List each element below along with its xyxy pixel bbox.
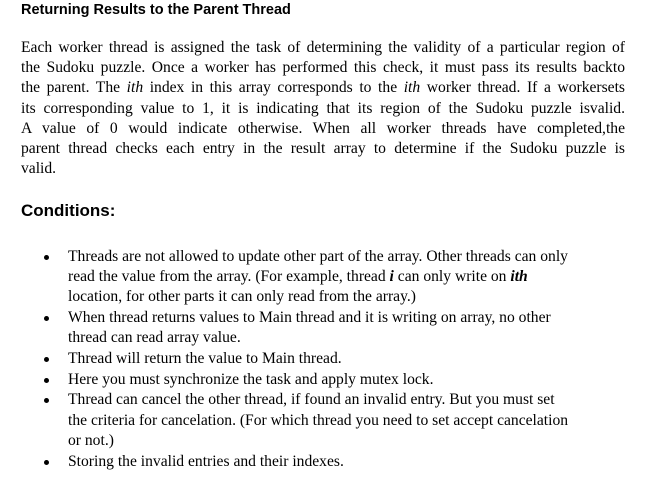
list-item-line: Thread will return the value to Main thread. [68, 350, 342, 368]
bold-italic-term: ith [510, 268, 528, 286]
list-item [0, 349, 647, 369]
paragraph-line: its corresponding value to 1, it is indicating that its region of the Sudoku puzzle isvalid. [21, 99, 625, 117]
bullet-icon [44, 316, 49, 321]
list-item [0, 247, 647, 308]
conditions-heading: Conditions: [21, 201, 116, 220]
paragraph-line: A value of 0 would indicate otherwise. When all worker threads have completed,the [21, 119, 625, 137]
paragraph-line: Each worker thread is assigned the task of determining the validity of a particular region of [21, 39, 625, 56]
list-item-line: thread can read array value. [68, 329, 241, 347]
bullet-icon [44, 255, 49, 260]
list-item-line: or not.) [68, 431, 114, 449]
list-item-line: Thread can cancel the other thread, if found an invalid entry. But you must set [68, 391, 555, 409]
list-item-line: the criteria for cancelation. (For which thread you need to set accept cancelation [68, 411, 569, 429]
text-run: worker thread. If a workersets [420, 79, 626, 97]
italic-term: ith [126, 79, 144, 97]
list-item [0, 308, 647, 348]
list-item-line: Threads are not allowed to update other part of the array. Other threads can only [68, 248, 568, 265]
conditions-list [0, 247, 647, 472]
bold-italic-term: i [389, 268, 394, 286]
text-run: index in this array corresponds to the [143, 79, 404, 97]
list-item [0, 390, 647, 451]
list-item-line: Storing the invalid entries and their indexes. [68, 452, 344, 470]
text-run: the parent. The [21, 79, 127, 97]
list-item-line [68, 267, 647, 287]
body-paragraph [21, 38, 625, 179]
bullet-icon [44, 378, 49, 383]
list-item [0, 370, 647, 390]
paragraph-line: parent thread checks each entry in the result array to determine if the Sudoku puzzle is [21, 140, 625, 158]
italic-term: ith [403, 79, 421, 97]
bullet-icon [44, 460, 49, 465]
section-heading: Returning Results to the Parent Thread [21, 2, 291, 18]
list-item-line: Here you must synchronize the task and apply mutex lock. [68, 370, 434, 388]
paragraph-line: valid. [21, 160, 57, 178]
bullet-icon [44, 398, 49, 403]
paragraph-line: the Sudoku puzzle. Once a worker has performed this check, it must pass its results backto [21, 59, 625, 77]
text-run: read the value from the array. (For example, thread [68, 268, 390, 286]
bullet-icon [44, 357, 49, 362]
list-item-line: location, for other parts it can only read from the array.) [68, 288, 416, 306]
paragraph-line [21, 78, 625, 98]
text-run: can only write on [393, 268, 511, 286]
list-item [0, 452, 647, 472]
list-item-line: When thread returns values to Main thread and it is writing on array, no other [68, 309, 551, 327]
